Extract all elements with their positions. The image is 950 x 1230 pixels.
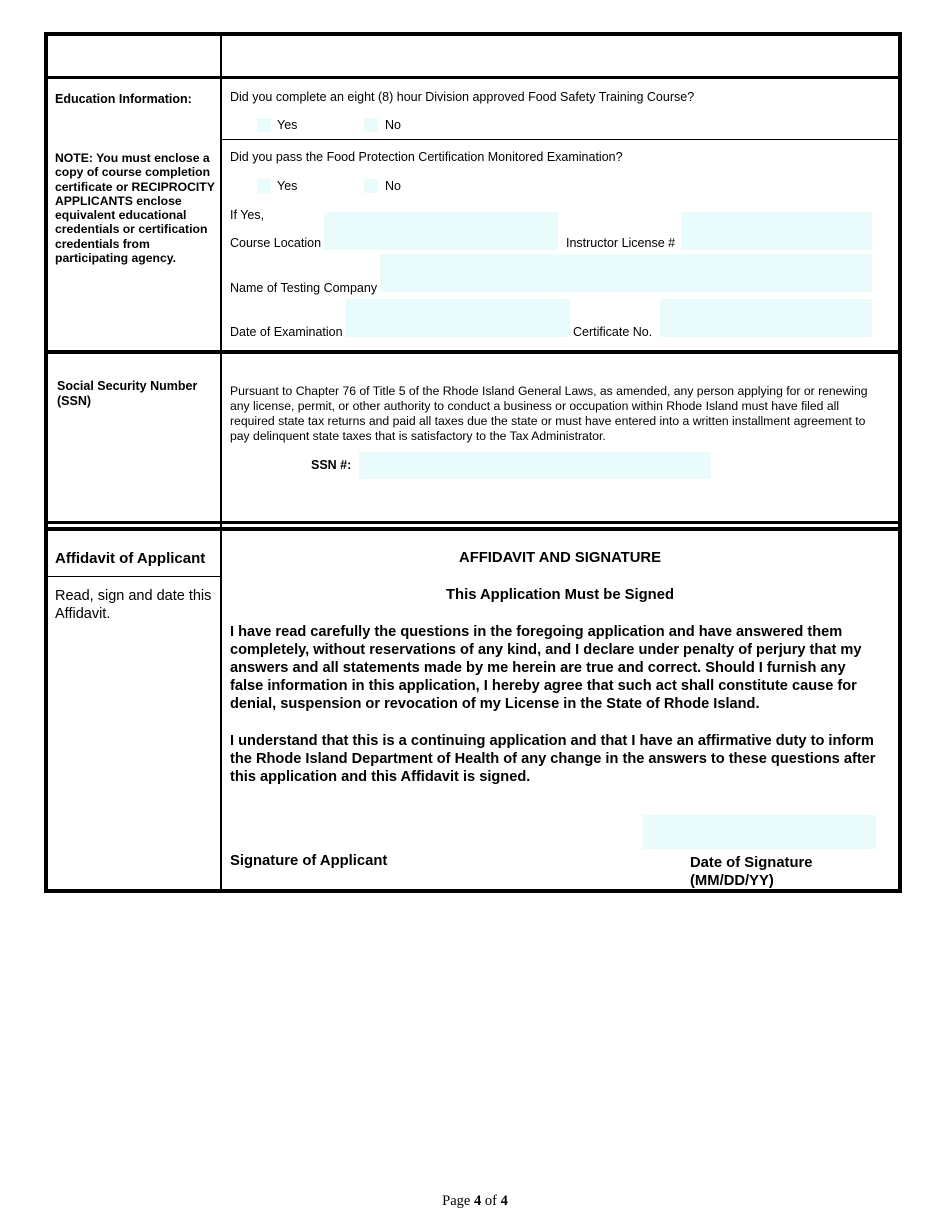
- page-current: 4: [473, 1193, 482, 1209]
- affidavit-label-rule: [48, 576, 221, 577]
- training-yes-checkbox[interactable]: [257, 118, 271, 132]
- question-certification-exam: Did you pass the Food Protection Certification Monitored Examination?: [230, 150, 623, 164]
- question-training-course: Did you complete an eight (8) hour Division approved Food Safety Training Course?: [230, 90, 695, 104]
- exam-yes-checkbox[interactable]: [257, 179, 271, 193]
- row-line-3b: [44, 527, 902, 531]
- training-yes-label: Yes: [277, 118, 298, 132]
- affidavit-paragraph-1: I have read carefully the questions in the foregoing application and have answered them completely, without reservations of any kind, and I declare under penalty of perjury that my answers and all statements made by me herein are true and correct. Should I furnish any false information in this application, I hereby agree that such act shall constitute cause for denial, suspension or revocation of my License in the State of Rhode Island.: [230, 624, 862, 712]
- exam-date-label: Date of Examination: [230, 325, 343, 339]
- certificate-no-field[interactable]: [660, 299, 872, 337]
- exam-no-checkbox[interactable]: [364, 179, 378, 193]
- affidavit-label: Affidavit of Applicant: [55, 550, 206, 567]
- page-total: 4: [500, 1193, 508, 1209]
- frame-top: [44, 32, 902, 36]
- affidavit-paragraph-2: I understand that this is a continuing application and that I have an affirmative duty to inform the Rhode Island Department of Health of any change in the answers to these questions after this application and this Affidavit is signed.: [230, 733, 876, 785]
- instructor-license-field[interactable]: [681, 212, 872, 250]
- testing-company-field[interactable]: [380, 254, 872, 292]
- ssn-disclosure-text: Pursuant to Chapter 76 of Title 5 of the Rhode Island General Laws, as amended, any person applying for or renewing any license, permit, or other authority to conduct a business or occupation within Rhode Island must have filed all required state tax returns and paid all taxes due the state or must have entered into a written installment agreement to pay delinquent state taxes that is satisfactory to the Tax Administrator.: [230, 384, 868, 443]
- row-line-q1: [220, 139, 902, 140]
- exam-date-field[interactable]: [346, 299, 570, 337]
- education-label: Education Information:: [55, 92, 192, 106]
- signature-label: Signature of Applicant: [230, 853, 388, 869]
- testing-company-label: Name of Testing Company: [230, 281, 378, 295]
- exam-no-label: No: [385, 179, 401, 193]
- certificate-no-label: Certificate No.: [573, 325, 653, 339]
- training-no-checkbox[interactable]: [364, 118, 378, 132]
- ssn-label: Social Security Number (SSN): [57, 379, 198, 408]
- instructor-license-label: Instructor License #: [566, 236, 676, 250]
- course-location-field[interactable]: [324, 212, 558, 250]
- affidavit-heading: AFFIDAVIT AND SIGNATURE: [459, 550, 661, 566]
- if-yes-label: If Yes,: [230, 208, 265, 222]
- signature-date-field[interactable]: [643, 815, 876, 849]
- page-prefix: Page: [442, 1193, 474, 1209]
- training-no-label: No: [385, 118, 401, 132]
- frame-left: [44, 32, 48, 893]
- row-line-3a: [44, 521, 902, 524]
- row-line-1: [44, 76, 902, 79]
- row-line-2: [44, 350, 902, 354]
- frame-right: [898, 32, 902, 893]
- affidavit-instruction: Read, sign and date this Affidavit.: [55, 588, 212, 622]
- course-location-label: Course Location: [230, 236, 322, 250]
- affidavit-subheading: This Application Must be Signed: [446, 587, 674, 603]
- ssn-field-label: SSN #:: [311, 458, 352, 472]
- education-note: NOTE: You must enclose a copy of course completion certificate or RECIPROCITY APPLICANTS enclose equivalent educational credentials or certification credentials from participating agency.: [55, 151, 215, 266]
- date-of-signature-label: Date of Signature (MM/DD/YY): [690, 855, 813, 889]
- page-of: of: [481, 1193, 501, 1209]
- exam-yes-label: Yes: [277, 179, 298, 193]
- page-number: [0, 1193, 950, 1210]
- column-divider: [220, 32, 222, 893]
- ssn-input[interactable]: [359, 452, 711, 479]
